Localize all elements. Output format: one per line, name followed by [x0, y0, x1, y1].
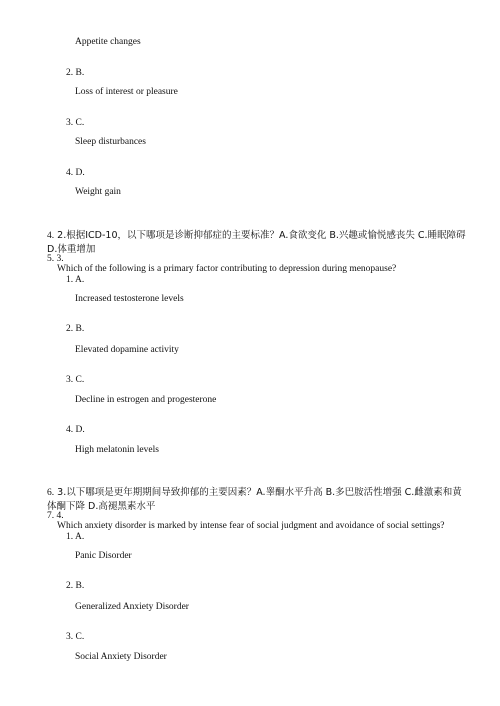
option-c-label: 3. C. — [66, 375, 85, 385]
option-b-label: 2. B. — [66, 68, 85, 78]
question-number: 5. 3. — [47, 254, 64, 264]
option-c-text: Social Anxiety Disorder — [75, 652, 167, 662]
option-c-label: 3. C. — [66, 118, 85, 128]
option-d-text: Weight gain — [75, 187, 121, 197]
option-d-label: 4. D. — [66, 425, 85, 435]
chinese-translation-q2 — [47, 229, 467, 256]
option-a-text: Panic Disorder — [75, 551, 132, 561]
list-number: 6. — [47, 488, 55, 498]
chinese-question-text: 2.根据ICD-10，以下哪项是诊断抑郁症的主要标准？A.食欲变化 B.兴趣或愉悦感丧失 C.睡眠障碍 D.体重增加 — [47, 230, 466, 255]
option-c-label: 3. C. — [66, 632, 85, 642]
option-b-label: 2. B. — [66, 581, 85, 591]
option-a-text: Appetite changes — [75, 37, 141, 47]
option-c-text: Decline in estrogen and progesterone — [75, 395, 217, 405]
list-number: 4. — [47, 231, 55, 241]
option-b-text: Generalized Anxiety Disorder — [75, 602, 189, 612]
chinese-question-text: 3.以下哪项是更年期期间导致抑郁的主要因素？A.睾酮水平升高 B.多巴胺活性增强 C.雌激素和黄体酮下降 D.高褪黑素水平 — [47, 487, 462, 512]
option-c-text: Sleep disturbances — [75, 137, 146, 147]
option-d-text: High melatonin levels — [75, 445, 159, 455]
option-b-label: 2. B. — [66, 324, 85, 334]
question-text: Which anxiety disorder is marked by intense fear of social judgment and avoidance of social settings? — [57, 521, 445, 531]
question-number: 7. 4. — [47, 511, 64, 521]
chinese-translation-q3 — [47, 486, 467, 513]
option-a-label: 1. A. — [66, 532, 85, 542]
option-a-label: 1. A. — [66, 275, 85, 285]
option-d-label: 4. D. — [66, 168, 85, 178]
option-b-text: Elevated dopamine activity — [75, 345, 179, 355]
option-a-text: Increased testosterone levels — [75, 294, 184, 304]
question-text: Which of the following is a primary factor contributing to depression during menopause? — [57, 264, 397, 274]
option-b-text: Loss of interest or pleasure — [75, 87, 178, 97]
